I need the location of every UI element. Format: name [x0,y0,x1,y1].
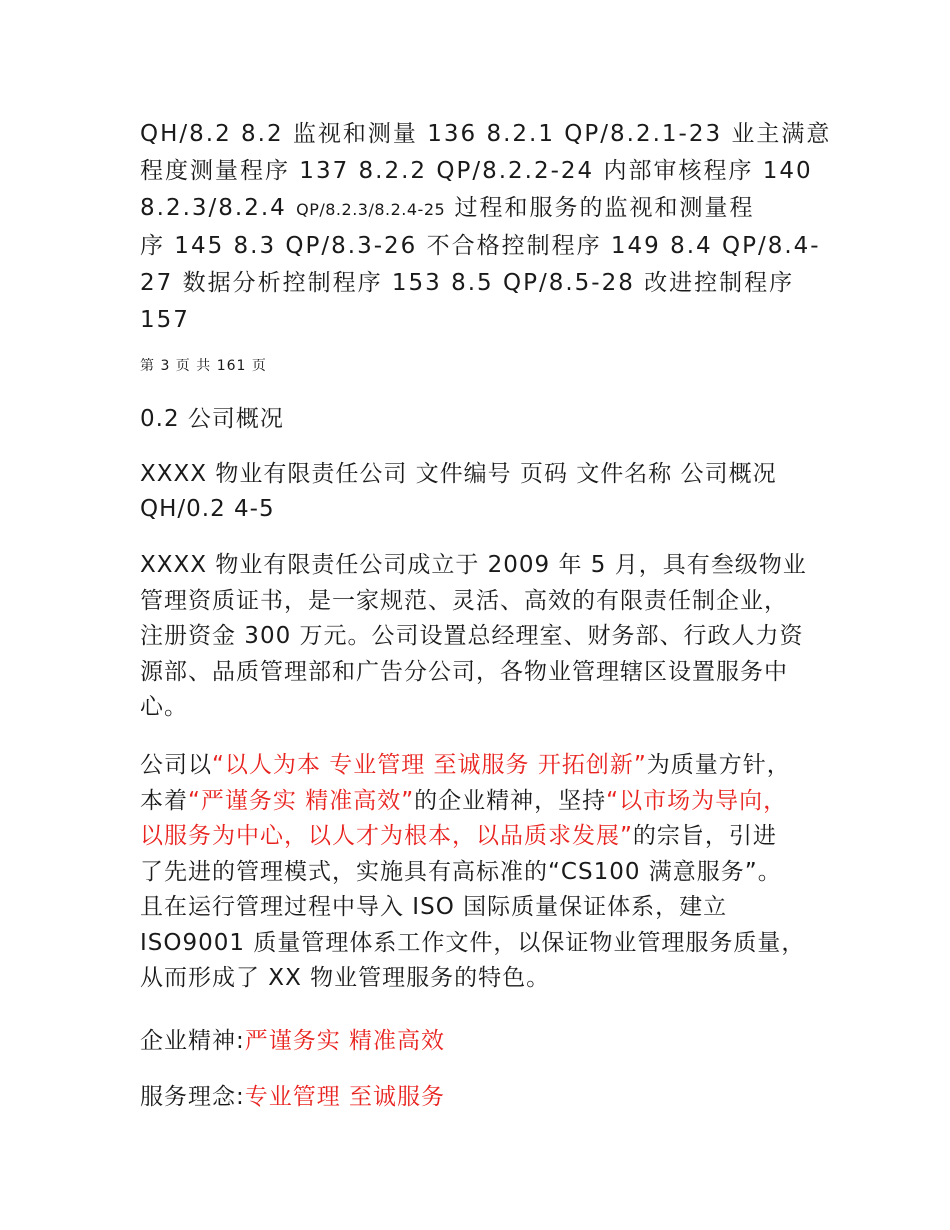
paragraph-line [140,819,840,855]
paragraph-line: ISO9001 质量管理体系工作文件，以保证物业管理服务质量， [140,929,806,956]
paragraph-line: 源部、品质管理部和广告分公司，各物业管理辖区设置服务中 [140,658,788,685]
toc-line [140,190,840,228]
company-intro-paragraph [140,548,840,726]
spirit-label: 企业精神: [140,1028,245,1054]
plain-text: 的宗旨，引进 [632,823,777,849]
toc-line: 序 145 8.3 QP/8.3-26 不合格控制程序 149 8.4 QP/8.4- [140,233,821,259]
plain-text: 为质量方针， [646,752,791,778]
service-label: 服务理念: [140,1084,245,1110]
plain-text: 的企业精神，坚持 [414,787,607,814]
section-heading: 0.2 公司概况 [140,406,284,432]
toc-code: QP/8.2.3/8.2.4-25 [296,200,446,219]
paragraph-line: 注册资金 300 万元。公司设置总经理室、财务部、行政人力资 [140,623,804,649]
highlight-text: “以市场为导向， [606,787,788,814]
docinfo-line: XXXX 物业有限责任公司 文件编号 页码 文件名称 公司概况 [140,461,777,487]
service-philosophy [140,1080,840,1114]
toc-line: QH/8.2 8.2 监视和测量 136 8.2.1 QP/8.2.1-23 业主满意 [140,121,832,147]
paragraph-line: 了先进的管理模式，实施具有高标准的“CS100 满意服务”。 [140,858,782,885]
toc-text: 过程和服务的监视和测量程 [445,195,755,221]
toc-line: 157 [140,307,190,333]
toc-text: 8.2.3/8.2.4 [140,195,297,221]
service-value: 专业管理 至诚服务 [244,1084,446,1110]
document-info [140,457,840,527]
spirit-value: 严谨务实 精准高效 [244,1028,446,1054]
plain-text: 公司以 [140,752,212,778]
quality-policy-paragraph [140,748,840,997]
toc-line: 27 数据分析控制程序 153 8.5 QP/8.5-28 改进控制程序 [140,270,795,296]
paragraph-line [140,784,840,820]
plain-text: 本着 [140,787,188,814]
paragraph-line: 从而形成了 XX 物业管理服务的特色。 [140,965,551,991]
table-of-contents [140,116,840,339]
highlight-text: “以人为本 专业管理 至诚服务 开拓创新” [212,752,647,778]
paragraph-line: XXXX 物业有限责任公司成立于 2009 年 5 月，具有叁级物业 [140,552,807,578]
paragraph-line: 且在运行管理过程中导入 ISO 国际质量保证体系，建立 [140,894,728,920]
page-number: 第 3 页 共 161 页 [140,358,267,374]
enterprise-spirit [140,1024,840,1058]
paragraph-line: 管理资质证书，是一家规范、灵活、高效的有限责任制企业， [140,587,788,614]
paragraph-line [140,748,840,784]
highlight-text: “严谨务实 精准高效” [188,787,415,814]
paragraph-line: 心。 [140,694,188,720]
highlight-text: 以服务为中心，以人才为根本，以品质求发展” [140,823,633,849]
docinfo-line: QH/0.2 4-5 [140,496,275,522]
toc-line: 程度测量程序 137 8.2.2 QP/8.2.2-24 内部审核程序 140 [140,158,813,184]
